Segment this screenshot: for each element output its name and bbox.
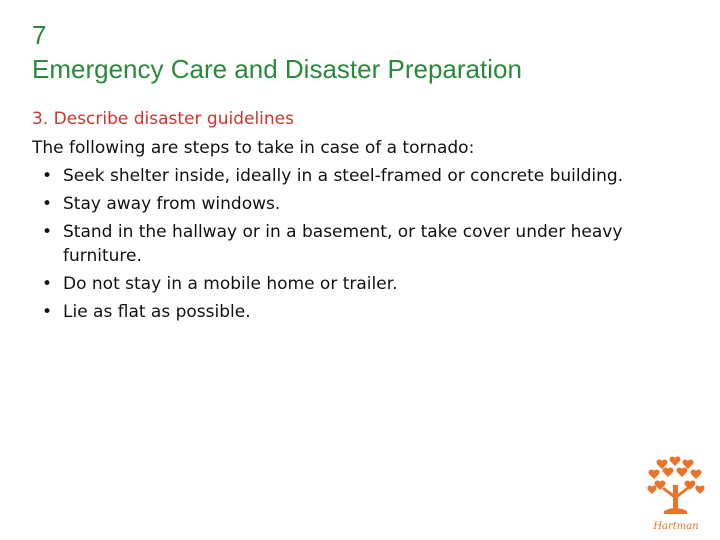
list-item xyxy=(32,300,682,324)
heart-tree-icon xyxy=(647,457,704,514)
tornado-steps-list xyxy=(32,164,682,328)
list-item-text: Do not stay in a mobile home or trailer. xyxy=(63,274,398,294)
list-item-text: Stand in the hallway or in a basement, or take cover under heavy furniture. xyxy=(63,222,623,266)
list-item xyxy=(32,192,682,216)
bullet-glyph: • xyxy=(42,166,53,186)
list-item xyxy=(32,164,682,188)
bullet-glyph: • xyxy=(42,222,53,242)
slide-title xyxy=(32,18,522,86)
bullet-glyph: • xyxy=(42,274,53,294)
bullet-glyph: • xyxy=(42,194,53,214)
logo-text: Hartman xyxy=(653,521,699,532)
hartman-logo xyxy=(644,455,708,535)
list-item-text: Seek shelter inside, ideally in a steel-framed or concrete building. xyxy=(63,166,624,186)
chapter-title: Emergency Care and Disaster Preparation xyxy=(32,54,522,84)
intro-text: The following are steps to take in case of a tornado: xyxy=(32,138,475,158)
list-item xyxy=(32,272,682,296)
chapter-number: 7 xyxy=(32,20,47,50)
section-subtitle: 3. Describe disaster guidelines xyxy=(32,109,294,129)
list-item-text: Stay away from windows. xyxy=(63,194,281,214)
list-item-text: Lie as flat as possible. xyxy=(63,302,251,322)
bullet-glyph: • xyxy=(42,302,53,322)
list-item xyxy=(32,220,682,268)
